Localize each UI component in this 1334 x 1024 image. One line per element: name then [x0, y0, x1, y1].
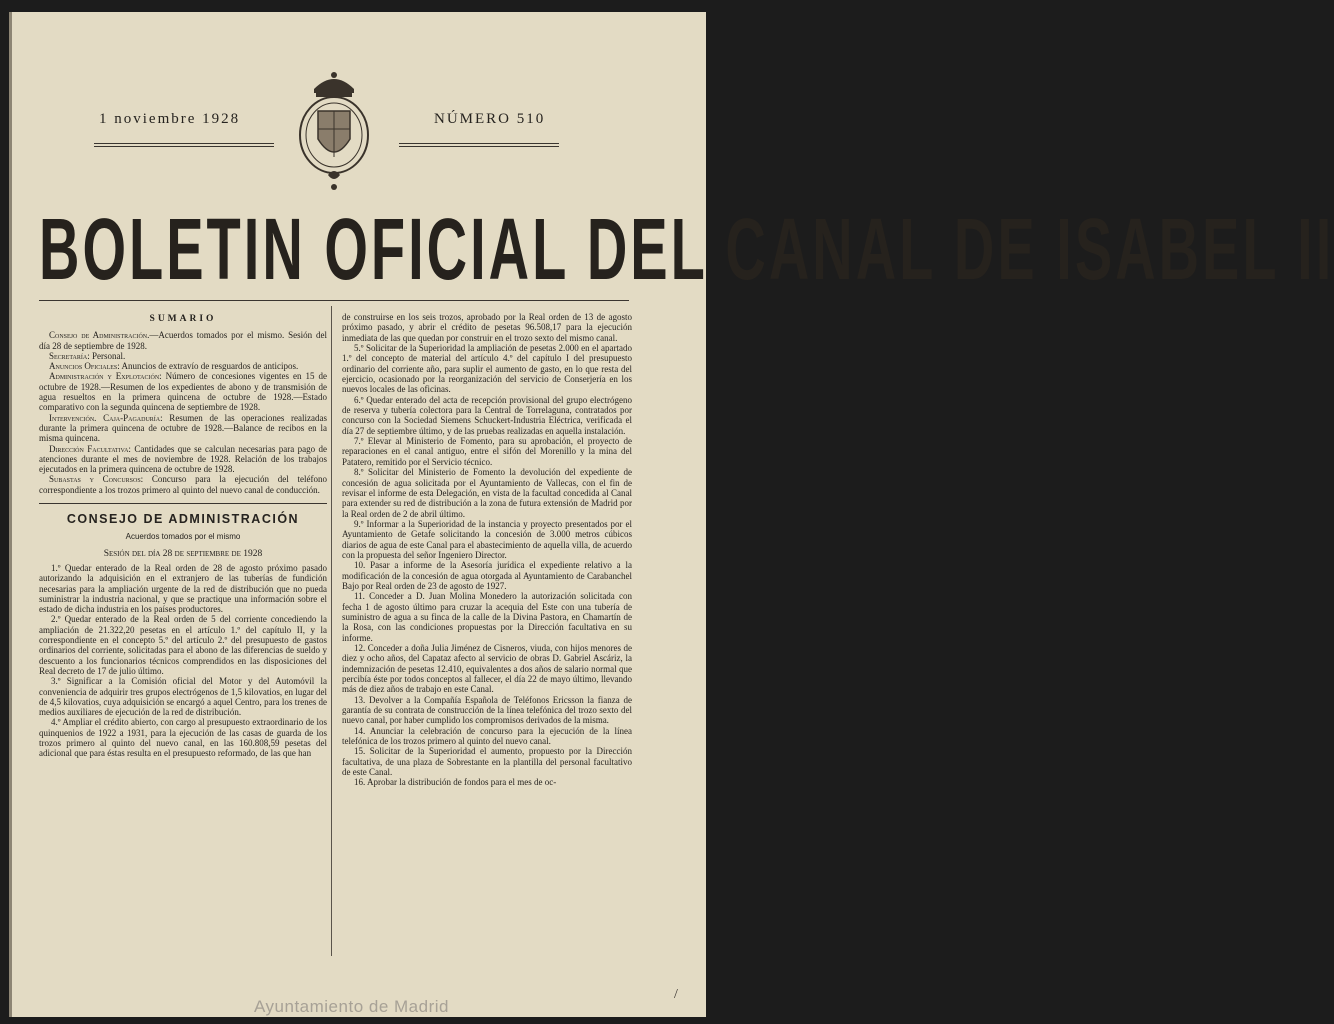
sumario-entry: Subastas y Concursos: Concurso para la ejecución del teléfono correspondiente a los trozos primero al quinto del nuevo canal de conducción. — [39, 474, 327, 495]
issue-date: 1 noviembre 1928 — [99, 111, 241, 127]
left-column — [39, 312, 327, 759]
agreement-paragraph: 12. Conceder a doña Julia Jiménez de Cisneros, viuda, con hijos menores de diez y ocho años, del Capataz afecto al servicio de obras D. Gabriel Ascáriz, la indemnización de pesetas 12.410, equivalentes a dos años de salario normal que percibía éste por todos conceptos al fallecer, el día 22 de mayo último, llevando más de diez años de trabajo en este Canal. — [342, 643, 632, 695]
page-edge — [9, 12, 12, 1017]
sumario-entry: Secretaría: Personal. — [49, 350, 126, 361]
column-divider — [331, 306, 332, 956]
agreement-paragraph: 7.º Elevar al Ministerio de Fomento, para su aprobación, el proyecto de reparaciones en el canal antiguo, entre el sifón del Morenillo y la mina del Patatero, remitido por el Servicio técnico. — [342, 436, 632, 467]
agreement-paragraph: 9.º Informar a la Superioridad de la instancia y proyecto presentados por el Ayuntamiento de Getafe solicitando la concesión de 3.000 metros cúbicos diarios de agua de este Canal para el abastecimiento de aquella villa, de acuerdo con la propuesta del señor Ingeniero Director. — [342, 518, 632, 560]
sumario-entry: Consejo de Administración.—Acuerdos tomados por el mismo. Sesión del día 28 de septiembre de 1928. — [39, 330, 327, 351]
agreement-paragraph: 16. Aprobar la distribución de fondos para el mes de oc- — [354, 777, 557, 788]
consejo-subheading: Acuerdos tomados por el mismo — [125, 532, 241, 542]
agreement-paragraph: 6.º Quedar enterado del acta de recepción provisional del grupo electrógeno de reserva y tubería colectora para la Central de Torrelaguna, contratados por concurso con la Sociedad Siemens Schuckert-Industria Eléctrica, verificada el día 27 de septiembre último, y de las pruebas realizadas en aquella instalación. — [342, 394, 632, 436]
agreement-paragraph: 3.º Significar a la Comisión oficial del Motor y del Automóvil la conveniencia de adquirir tres grupos electrógenos de 1,5 kilovatios, en lugar del de 4,5 kilovatios, cuya adquisición se encargó a aquel Centro, para los trenes de medios auxiliares de ejecución de la red de distribución. — [39, 676, 327, 718]
consejo-body — [39, 563, 327, 759]
coat-of-arms-icon — [294, 67, 374, 195]
masthead-title: BOLETIN OFICIAL DEL CANAL DE ISABEL II — [39, 199, 1334, 298]
section-divider — [39, 503, 327, 504]
agreement-paragraph: 13. Devolver a la Compañía Española de Teléfonos Ericsson la fianza de garantía de su contrata de construcción de la línea telefónica del trozo sexto del nuevo canal, por haber cumplido los compromisos derivados de la misma. — [342, 694, 632, 726]
agreement-paragraph: de construirse en los seis trozos, aprobado por la Real orden de 13 de agosto próximo pasado, y abrir el crédito de pesetas 96.508,17 para la ejecución inmediata de las que quedan por construir en el trozo sexto del mismo canal. — [342, 312, 632, 343]
masthead-rule — [39, 300, 629, 301]
right-column — [342, 312, 632, 788]
agreement-paragraph: 10. Pasar a informe de la Asesoría jurídica el expediente relativo a la modificación de la concesión de agua otorgada al Ayuntamiento de Carabanchel Bajo por Real orden de 23 de agosto de 1927. — [342, 560, 632, 591]
newspaper-page — [9, 12, 1334, 1017]
agreement-paragraph: 5.º Solicitar de la Superioridad la ampliación de pesetas 2.000 en el apartado 1.º del concepto de material del artículo 4.º del capítulo I del presupuesto ordinario del corriente año, para suplir el aumento de gasto, en lo que resta del ejercicio, ocasionado por la reorganización del servicio de Conserjería en los nuevos locales de las oficinas. — [342, 343, 632, 395]
agreement-paragraph: 14. Anunciar la celebración de concurso para la ejecución de la línea telefónica de los trozos primero al quinto del nuevo canal. — [342, 725, 632, 747]
sumario-entry: Intervención. Caja-Pagaduría: Resumen de las operaciones realizadas durante la primera quincena de octubre de 1928.—Balance de recibos en la misma quincena. — [39, 412, 327, 444]
sumario-entry: Administración y Explotación: Número de concesiones vigentes en 15 de octubre de 1928.—Resumen de los expedientes de abono y de transmisión de agua resueltos en la primera quincena de octubre de 1928.—Estado comparativo con la segunda quincena de septiembre de 1928. — [39, 371, 327, 413]
sumario-list — [39, 330, 327, 495]
margin-mark: / — [674, 987, 678, 1002]
issue-number: NÚMERO 510 — [434, 111, 546, 127]
agreement-paragraph: 4.º Ampliar el crédito abierto, con cargo al presupuesto extraordinario de los quinquenios de 1922 a 1931, para la ejecución de las casas de guarda de los trozos primero al quinto del nuevo canal, en las 160.808,59 pesetas del adicional que para éstas resulta en el presupuesto reformado, de las que han — [39, 717, 327, 759]
sesion-heading: Sesión del día 28 de septiembre de 1928 — [103, 548, 263, 559]
agreement-paragraph: 15. Solicitar de la Superioridad el aumento, propuesto por la Dirección facultativa, de una plaza de Sobrestante en la plantilla del personal facultativo de este Canal. — [342, 746, 632, 778]
sumario-entry: Dirección Facultativa: Cantidades que se calculan necesarias para pago de atenciones durante el mes de noviembre de 1928. Relación de los trabajos ejecutados en la primera quincena de octubre de 1928. — [39, 443, 328, 475]
header-rule-right — [399, 143, 559, 147]
agreement-paragraph: 2.º Quedar enterado de la Real orden de 5 del corriente concediendo la ampliación de 21.322,20 pesetas en el artículo 1.º del capítulo II, y la correspondiente en el concepto 5.º del artículo 2.º del presupuesto de gastos ordinarios del corriente, solicitadas para el abono de las diferencias de sueldo y descuento a los funcionarios técnicos comprendidos en las disposiciones del Real decreto de 17 de julio último. — [39, 614, 327, 676]
agreement-paragraph: 8.º Solicitar del Ministerio de Fomento la devolución del expediente de concesión de agua solicitada por el Ayuntamiento de Vallecas, con el fin de revisar el informe de esta Delegación, en vista de la facultad concedida al Canal para extender su red de distribución a la zona de futura extensión de Madrid por la Real orden de 2 de abril último. — [342, 467, 632, 519]
agreement-paragraph: 11. Conceder a D. Juan Molina Monedero la autorización solicitada con fecha 1 de agosto último para cruzar la acequia del Este con una tubería de suministro de agua a su finca de la calle de la Divina Pastora, en Chamartín de la Rosa, con las condiciones propuestas por la Dirección facultativa en su informe. — [342, 591, 632, 643]
consejo-heading: CONSEJO DE ADMINISTRACIÓN — [66, 512, 300, 527]
header-rule-left — [94, 143, 274, 147]
sumario-entry: Anuncios Oficiales: Anuncios de extravío de resguardos de anticipos. — [49, 361, 299, 372]
watermark-footer: Ayuntamiento de Madrid — [254, 997, 449, 1016]
sumario-title: SUMARIO — [149, 314, 217, 324]
agreement-paragraph: 1.º Quedar enterado de la Real orden de 28 de agosto próximo pasado autorizando la adquisición en el extranjero de las tuberías de fundición necesarias para la ampliación urgente de la red de distribución que no pueda suministrar la industria nacional, y que se practique una información sobre el estado de dicha industria en los países productores. — [39, 562, 327, 615]
